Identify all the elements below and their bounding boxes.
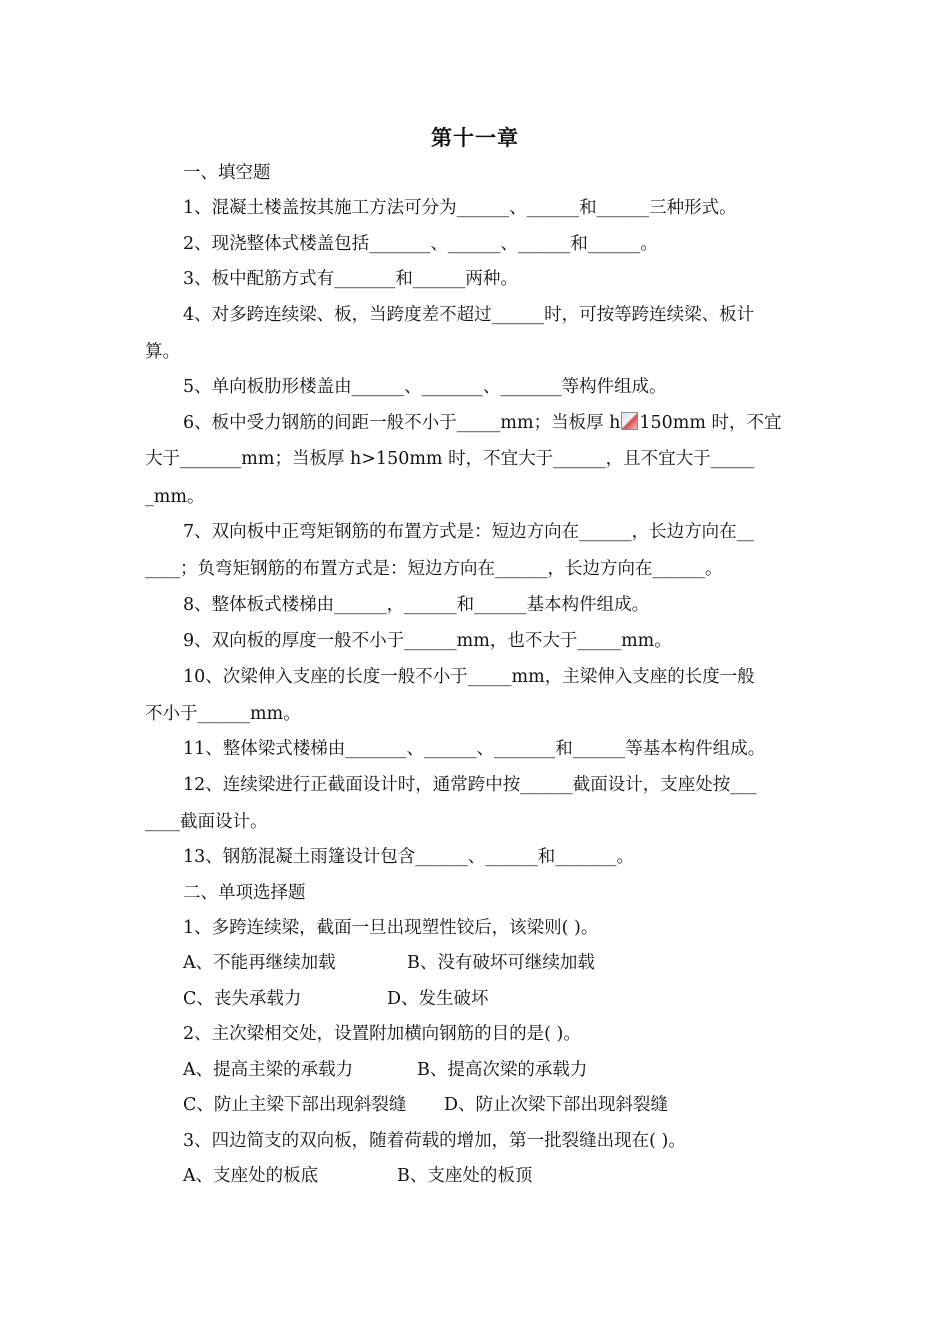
question-12-line-2: ____截面设计。	[145, 812, 268, 832]
mc-question-1: 1、多跨连续梁，截面一旦出现塑性铰后，该梁则( )。	[183, 918, 599, 938]
question-6-line-1	[183, 412, 782, 434]
mc-question-2-option-d: D、防止次梁下部出现斜裂缝	[444, 1095, 669, 1115]
mc-question-2-option-b: B、提高次梁的承载力	[417, 1060, 588, 1080]
question-6-text-before-icon: 6、板中受力钢筋的间距一般不小于_____mm；当板厚 h	[183, 413, 621, 433]
section-fill-blank-heading: 一、填空题	[183, 163, 271, 183]
mc-question-3-option-a: A、支座处的板底	[183, 1166, 319, 1186]
question-4-line-2: 算。	[145, 342, 180, 362]
mc-question-1-option-a: A、不能再继续加载	[183, 953, 336, 973]
question-5: 5、单向板肋形楼盖由______、_______、_______等构件组成。	[183, 377, 667, 397]
mc-question-3: 3、四边简支的双向板，随着荷载的增加，第一批裂缝出现在( )。	[183, 1131, 686, 1151]
mc-question-2-option-c: C、防止主梁下部出现斜裂缝	[183, 1095, 407, 1115]
chapter-title: 第十一章	[431, 125, 519, 150]
question-7-line-2: ____；负弯矩钢筋的布置方式是：短边方向在______，长边方向在______。	[145, 559, 723, 579]
mc-question-2: 2、主次梁相交处，设置附加横向钢筋的目的是( )。	[183, 1024, 581, 1044]
question-6-line-2: 大于_______mm；当板厚 h>150mm 时，不宜大于______，且不宜大于_____	[145, 449, 755, 469]
question-9: 9、双向板的厚度一般不小于______mm，也不大于_____mm。	[183, 631, 672, 651]
question-12-line-1: 12、连续梁进行正截面设计时，通常跨中按______截面设计，支座处按___	[183, 775, 757, 795]
mc-question-1-option-b: B、没有破坏可继续加载	[407, 953, 595, 973]
section-multiple-choice-heading: 二、单项选择题	[183, 883, 306, 903]
question-13: 13、钢筋混凝土雨篷设计包含______、______和_______。	[183, 847, 635, 867]
broken-image-icon	[621, 412, 638, 430]
question-1: 1、混凝土楼盖按其施工方法可分为______、______和______三种形式。	[183, 198, 737, 218]
question-2: 2、现浇整体式楼盖包括_______、______、______和______。	[183, 234, 658, 254]
mc-question-3-option-b: B、支座处的板顶	[397, 1166, 533, 1186]
mc-question-2-option-a: A、提高主梁的承载力	[183, 1060, 354, 1080]
question-4-line-1: 4、对多跨连续梁、板，当跨度差不超过______时，可按等跨连续梁、板计	[183, 305, 755, 325]
question-10-line-2: 不小于______mm。	[145, 704, 301, 724]
question-11: 11、整体梁式楼梯由_______、______、_______和______等基本构件组成。	[183, 739, 766, 759]
question-7-line-1: 7、双向板中正弯矩钢筋的布置方式是：短边方向在______，长边方向在__	[183, 522, 755, 542]
question-6-line-3: _mm。	[145, 487, 205, 507]
question-6-text-after-icon: 150mm 时，不宜	[639, 413, 782, 433]
question-10-line-1: 10、次梁伸入支座的长度一般不小于_____mm，主梁伸入支座的长度一般	[183, 667, 755, 687]
question-3: 3、板中配筋方式有_______和______两种。	[183, 269, 518, 289]
question-8: 8、整体板式楼梯由______，______和______基本构件组成。	[183, 595, 650, 615]
mc-question-1-option-c: C、丧失承载力	[183, 989, 302, 1009]
mc-question-1-option-d: D、发生破坏	[387, 989, 489, 1009]
